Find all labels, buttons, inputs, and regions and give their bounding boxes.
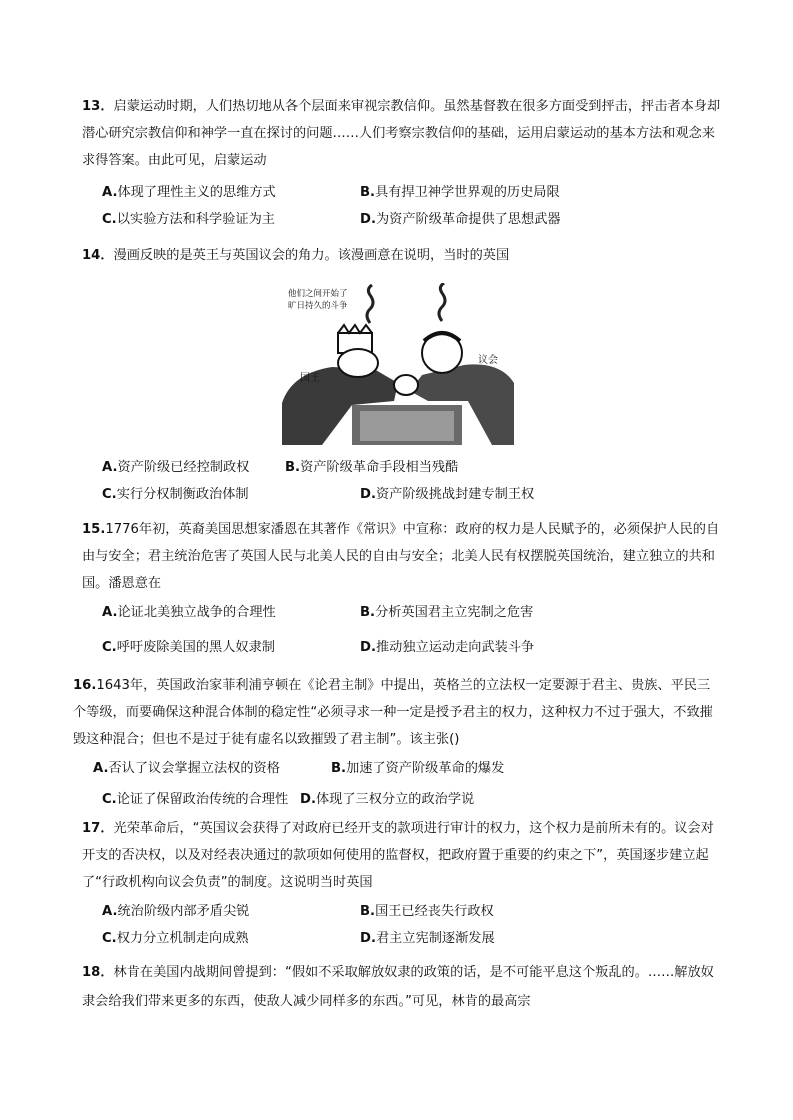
options-row: [82, 599, 722, 626]
option-d[interactable]: D.为资产阶级革命提供了思想武器: [360, 212, 561, 227]
option-b[interactable]: B.国王已经丧失行政权: [360, 904, 494, 919]
question-stem: [82, 242, 722, 269]
option-c[interactable]: C.实行分权制衡政治体制: [102, 487, 249, 502]
option-d[interactable]: D.推动独立运动走向武装斗争: [360, 640, 535, 655]
option-a[interactable]: A.资产阶级已经控制政权: [102, 460, 250, 475]
question-stem: [82, 516, 722, 597]
table-front: [360, 411, 454, 441]
options-row: [82, 481, 722, 508]
question-number: 18．: [82, 965, 114, 980]
option-a[interactable]: A.论证北美独立战争的合理性: [102, 605, 276, 620]
question-number: 16.: [73, 678, 97, 693]
options-row: [82, 925, 722, 952]
cartoon-king-vs-parliament: [282, 283, 514, 445]
question-17: [82, 815, 722, 952]
options-row: [82, 454, 722, 481]
options-row: [82, 179, 722, 206]
question-text: 1776年初，英裔美国思想家潘恩在其著作《常识》中宣称：政府的权力是人民赋予的，必须保护人民的自由与安全；君主统治危害了英国人民与北美人民的自由与安全；北美人民有权摆脱英国统治，建立独立的共和国。潘恩意在: [82, 522, 720, 591]
question-18: [82, 958, 722, 1016]
question-15: [82, 516, 722, 661]
question-stem: [73, 672, 723, 753]
option-a[interactable]: A.体现了理性主义的思维方式: [102, 185, 276, 200]
question-number: 13．: [82, 99, 114, 114]
option-b[interactable]: B.分析英国君主立宪制之危害: [360, 605, 534, 620]
question-14: [82, 242, 722, 269]
question-14-options: [82, 454, 722, 508]
option-d[interactable]: D.君主立宪制逐渐发展: [360, 931, 495, 946]
option-a[interactable]: A.否认了议会掌握立法权的资格: [93, 761, 280, 776]
option-b[interactable]: B.具有捍卫神学世界观的历史局限: [360, 185, 560, 200]
options-row: [82, 898, 722, 925]
question-stem: [82, 958, 722, 1016]
option-a[interactable]: A.统治阶级内部矛盾尖锐: [102, 904, 250, 919]
option-d[interactable]: D.体现了三权分立的政治学说: [300, 792, 475, 807]
options-row: [73, 755, 723, 782]
option-b[interactable]: B.资产阶级革命手段相当残酷: [285, 460, 459, 475]
question-number: 14．: [82, 248, 114, 263]
question-text: 启蒙运动时期，人们热切地从各个层面来审视宗教信仰。虽然基督教在很多方面受到抨击，抨击者本身却潜心研究宗教信仰和神学一直在探讨的问题……人们考察宗教信仰的基础，运用启蒙运动的基本方法和观念来求得答案。由此可见，启蒙运动: [82, 99, 721, 168]
options-row: [82, 206, 722, 233]
king-head: [338, 349, 378, 377]
cartoon-label-parliament: 议会: [478, 355, 498, 366]
question-stem: [82, 93, 722, 174]
option-c[interactable]: C.权力分立机制走向成熟: [102, 931, 249, 946]
question-13: [82, 93, 722, 233]
cartoon-label-king: 国王: [300, 373, 320, 384]
option-b[interactable]: B.加速了资产阶级革命的爆发: [331, 761, 505, 776]
option-d[interactable]: D.资产阶级挑战封建专制王权: [360, 487, 535, 502]
question-text: 光荣革命后，“英国议会获得了对政府已经开支的款项进行审计的权力，这个权力是前所未有的。议会对开支的否决权，以及对经表决通过的款项如何使用的监督权，把政府置于重要的约束之下”，英国逐步建立起了“行政机构向议会负责”的制度。这说明当时英国: [82, 821, 714, 890]
question-16: [73, 672, 723, 813]
question-number: 15.: [82, 522, 106, 537]
clasped-hands: [394, 375, 418, 395]
cartoon-caption-line1: 他们之间开始了: [288, 289, 348, 299]
question-text: 漫画反映的是英王与英国议会的角力。该漫画意在说明，当时的英国: [113, 248, 510, 263]
question-stem: [82, 815, 722, 896]
question-text: 林肯在美国内战期间曾提到：“假如不采取解放奴隶的政策的话，是不可能平息这个叛乱的。……解放奴隶会给我们带来更多的东西，使敌人减少同样多的东西。”可见，林肯的最高宗: [82, 965, 714, 1009]
question-number: 17．: [82, 821, 114, 836]
option-c[interactable]: C.论证了保留政治传统的合理性: [102, 792, 289, 807]
cartoon-caption-line2: 旷日持久的斗争: [288, 301, 348, 311]
options-row: [82, 634, 722, 661]
option-c[interactable]: C.呼吁废除美国的黑人奴隶制: [102, 640, 275, 655]
option-c[interactable]: C.以实验方法和科学验证为主: [102, 212, 275, 227]
question-text: 1643年，英国政治家菲利浦亨顿在《论君主制》中提出，英格兰的立法权一定要源于君主、贵族、平民三个等级，而要确保这种混合体制的稳定性“必须寻求一种一定是授予君主的权力，这种权力不过于强大，不致摧毁这种混合；但也不是过于徒有虚名以致摧毁了君主制”。该主张(): [73, 678, 713, 747]
options-row: [73, 786, 723, 813]
